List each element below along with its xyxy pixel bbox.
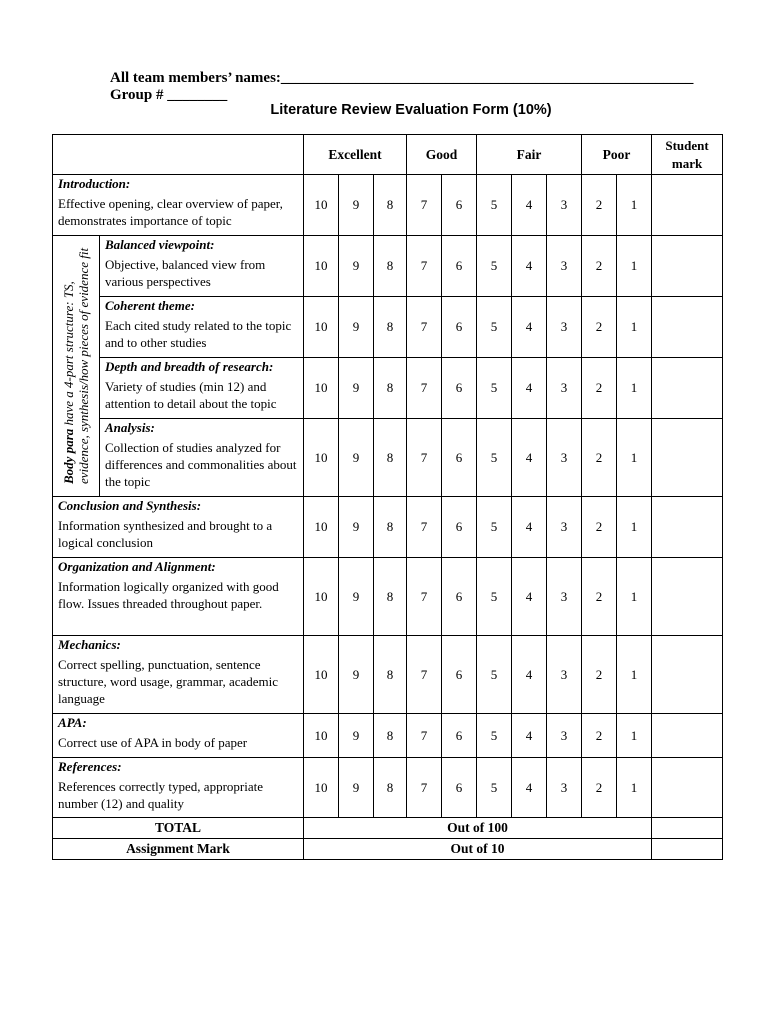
score-cell[interactable]: 5 (477, 497, 512, 558)
total-student-cell[interactable] (652, 818, 723, 839)
score-cell[interactable]: 9 (339, 297, 374, 358)
score-cell[interactable]: 10 (304, 419, 339, 497)
student-mark-cell[interactable] (652, 358, 723, 419)
score-cell[interactable]: 7 (407, 758, 442, 818)
criterion-row (53, 175, 723, 236)
student-mark-line-2: mark (671, 155, 703, 171)
score-cell[interactable]: 3 (547, 236, 582, 297)
score-cell[interactable]: 9 (339, 419, 374, 497)
score-cell[interactable]: 8 (374, 297, 407, 358)
score-cell[interactable]: 10 (304, 358, 339, 419)
criterion-description: Each cited study related to the topic and to other studies (105, 318, 292, 350)
form-title: Literature Review Evaluation Form (10%) (270, 102, 552, 118)
score-cell[interactable]: 1 (617, 236, 652, 297)
score-cell[interactable]: 3 (547, 558, 582, 636)
score-cell[interactable]: 4 (512, 636, 547, 714)
score-cell[interactable]: 1 (617, 297, 652, 358)
criterion-description: Variety of studies (min 12) and attention to detail about the topic (105, 379, 277, 411)
total-value: Out of 100 (304, 818, 652, 839)
score-cell[interactable]: 10 (304, 497, 339, 558)
score-cell[interactable]: 8 (374, 558, 407, 636)
score-cell[interactable]: 4 (512, 497, 547, 558)
score-cell[interactable]: 2 (582, 558, 617, 636)
score-cell[interactable]: 7 (407, 175, 442, 236)
group-number-line: Group # ________ (110, 87, 228, 103)
score-cell[interactable]: 2 (582, 297, 617, 358)
score-cell[interactable]: 7 (407, 497, 442, 558)
score-cell[interactable]: 9 (339, 175, 374, 236)
criterion-name: Introduction: (58, 176, 131, 191)
score-cell[interactable]: 10 (304, 558, 339, 636)
criterion-cell (53, 558, 304, 636)
score-cell[interactable]: 7 (407, 236, 442, 297)
score-cell[interactable]: 1 (617, 419, 652, 497)
score-cell[interactable]: 8 (374, 175, 407, 236)
score-cell[interactable]: 4 (512, 297, 547, 358)
vertical-label-line-1 (61, 248, 76, 484)
criterion-cell (53, 714, 304, 758)
criterion-cell (100, 358, 304, 419)
score-cell[interactable]: 2 (582, 497, 617, 558)
criterion-cell (53, 175, 304, 236)
vertical-label-bold: Body para (61, 428, 76, 484)
criterion-description: References correctly typed, appropriate number (12) and quality (58, 779, 264, 811)
assignment-mark-label: Assignment Mark (53, 839, 304, 860)
score-cell[interactable]: 9 (339, 497, 374, 558)
score-cell[interactable]: 5 (477, 297, 512, 358)
score-cell[interactable]: 7 (407, 358, 442, 419)
criterion-name: Conclusion and Synthesis: (58, 498, 202, 513)
criterion-description: Information logically organized with good flow. Issues threaded throughout paper. (58, 579, 279, 611)
score-cell[interactable]: 8 (374, 497, 407, 558)
criterion-description: Information synthesized and brought to a logical conclusion (58, 518, 273, 550)
score-cell[interactable]: 9 (339, 636, 374, 714)
criterion-name: APA: (58, 715, 87, 730)
criterion-name: Coherent theme: (105, 298, 195, 313)
criterion-name: Analysis: (105, 420, 155, 435)
score-cell[interactable]: 6 (442, 558, 477, 636)
criterion-cell (100, 236, 304, 297)
score-cell[interactable]: 5 (477, 175, 512, 236)
score-cell[interactable]: 2 (582, 636, 617, 714)
score-cell[interactable]: 9 (339, 236, 374, 297)
column-fair: Fair (477, 135, 582, 175)
score-cell[interactable]: 10 (304, 636, 339, 714)
column-excellent: Excellent (304, 135, 407, 175)
score-cell[interactable]: 10 (304, 758, 339, 818)
score-cell[interactable]: 2 (582, 419, 617, 497)
criterion-name: Organization and Alignment: (58, 559, 216, 574)
criterion-description: Correct use of APA in body of paper (58, 735, 248, 750)
score-cell[interactable]: 1 (617, 175, 652, 236)
criterion-row (53, 558, 723, 636)
score-cell[interactable]: 8 (374, 714, 407, 758)
score-cell[interactable]: 5 (477, 758, 512, 818)
student-mark-cell[interactable] (652, 175, 723, 236)
score-cell[interactable]: 3 (547, 419, 582, 497)
score-cell[interactable]: 4 (512, 358, 547, 419)
criterion-description: Effective opening, clear overview of paper, demonstrates importance of topic (58, 196, 283, 228)
student-mark-cell[interactable] (652, 419, 723, 497)
student-mark-cell[interactable] (652, 236, 723, 297)
vertical-label-rest: have a 4-part structure: TS, (61, 281, 76, 429)
student-mark-cell[interactable] (652, 714, 723, 758)
criterion-description: Correct spelling, punctuation, sentence structure, word usage, grammar, academic language (58, 657, 279, 706)
criterion-row (53, 236, 723, 297)
score-cell[interactable]: 3 (547, 636, 582, 714)
assignment-mark-row (53, 839, 723, 860)
score-cell[interactable]: 9 (339, 358, 374, 419)
criterion-row (53, 758, 723, 818)
score-cell[interactable]: 7 (407, 558, 442, 636)
criterion-name: Depth and breadth of research: (105, 359, 274, 374)
criterion-cell (53, 636, 304, 714)
score-cell[interactable]: 4 (512, 714, 547, 758)
criterion-row (53, 297, 723, 358)
score-cell[interactable]: 8 (374, 758, 407, 818)
criterion-cell (100, 419, 304, 497)
score-cell[interactable]: 7 (407, 297, 442, 358)
criterion-name: Mechanics: (58, 637, 121, 652)
score-cell[interactable]: 10 (304, 175, 339, 236)
header-blank-cell (53, 135, 304, 175)
criterion-cell (100, 297, 304, 358)
score-cell[interactable]: 8 (374, 236, 407, 297)
criterion-description: Objective, balanced view from various perspectives (105, 257, 266, 289)
total-row (53, 818, 723, 839)
score-cell[interactable]: 1 (617, 758, 652, 818)
score-cell[interactable]: 5 (477, 419, 512, 497)
score-cell[interactable]: 10 (304, 297, 339, 358)
score-cell[interactable]: 3 (547, 297, 582, 358)
score-cell[interactable]: 10 (304, 714, 339, 758)
score-cell[interactable]: 1 (617, 714, 652, 758)
score-cell[interactable]: 6 (442, 175, 477, 236)
assignment-mark-student-cell[interactable] (652, 839, 723, 860)
header-row (53, 135, 723, 175)
score-cell[interactable]: 6 (442, 758, 477, 818)
criterion-row (53, 714, 723, 758)
column-good: Good (407, 135, 477, 175)
body-paragraph-group-label (53, 236, 100, 497)
score-cell[interactable]: 4 (512, 558, 547, 636)
score-cell[interactable]: 3 (547, 714, 582, 758)
criterion-row (53, 497, 723, 558)
score-cell[interactable]: 5 (477, 236, 512, 297)
criterion-row (53, 636, 723, 714)
score-cell[interactable]: 7 (407, 419, 442, 497)
score-cell[interactable]: 2 (582, 236, 617, 297)
score-cell[interactable]: 1 (617, 497, 652, 558)
score-cell[interactable]: 8 (374, 419, 407, 497)
student-mark-cell[interactable] (652, 758, 723, 818)
column-poor: Poor (582, 135, 652, 175)
score-cell[interactable]: 2 (582, 358, 617, 419)
assignment-mark-value: Out of 10 (304, 839, 652, 860)
vertical-label-line-2: evidence, synthesis/how pieces of evidence fit (76, 247, 91, 484)
criterion-row (53, 358, 723, 419)
student-mark-cell[interactable] (652, 497, 723, 558)
score-cell[interactable]: 3 (547, 175, 582, 236)
score-cell[interactable]: 6 (442, 358, 477, 419)
total-label: TOTAL (53, 818, 304, 839)
criterion-row (53, 419, 723, 497)
score-cell[interactable]: 4 (512, 758, 547, 818)
criterion-name: Balanced viewpoint: (105, 237, 215, 252)
score-cell[interactable]: 4 (512, 419, 547, 497)
score-cell[interactable]: 9 (339, 758, 374, 818)
team-names-line: All team members’ names:_______________________________________________________ (110, 70, 694, 86)
score-cell[interactable]: 2 (582, 714, 617, 758)
score-cell[interactable]: 1 (617, 358, 652, 419)
score-cell[interactable]: 10 (304, 236, 339, 297)
score-cell[interactable]: 3 (547, 758, 582, 818)
score-cell[interactable]: 6 (442, 297, 477, 358)
score-cell[interactable]: 6 (442, 636, 477, 714)
score-cell[interactable]: 6 (442, 497, 477, 558)
score-cell[interactable]: 5 (477, 358, 512, 419)
score-cell[interactable]: 5 (477, 558, 512, 636)
score-cell[interactable]: 1 (617, 558, 652, 636)
score-cell[interactable]: 8 (374, 636, 407, 714)
score-cell[interactable]: 6 (442, 236, 477, 297)
rubric-table (52, 134, 723, 860)
score-cell[interactable]: 3 (547, 358, 582, 419)
column-student-mark (652, 135, 723, 175)
student-mark-cell[interactable] (652, 558, 723, 636)
vertical-label-text (61, 248, 91, 484)
criterion-cell (53, 758, 304, 818)
score-cell[interactable]: 5 (477, 636, 512, 714)
score-cell[interactable]: 2 (582, 758, 617, 818)
score-cell[interactable]: 7 (407, 636, 442, 714)
score-cell[interactable]: 4 (512, 175, 547, 236)
score-cell[interactable]: 2 (582, 175, 617, 236)
criterion-description: Collection of studies analyzed for differences and commonalities about the topic (105, 440, 297, 489)
criterion-cell (53, 497, 304, 558)
score-cell[interactable]: 9 (339, 558, 374, 636)
score-cell[interactable]: 5 (477, 714, 512, 758)
student-mark-cell[interactable] (652, 636, 723, 714)
student-mark-cell[interactable] (652, 297, 723, 358)
student-mark-line-1: Student (665, 137, 709, 153)
score-cell[interactable]: 9 (339, 714, 374, 758)
score-cell[interactable]: 7 (407, 714, 442, 758)
score-cell[interactable]: 8 (374, 358, 407, 419)
criterion-name: References: (58, 759, 122, 774)
score-cell[interactable]: 1 (617, 636, 652, 714)
score-cell[interactable]: 3 (547, 497, 582, 558)
score-cell[interactable]: 6 (442, 714, 477, 758)
score-cell[interactable]: 6 (442, 419, 477, 497)
score-cell[interactable]: 4 (512, 236, 547, 297)
